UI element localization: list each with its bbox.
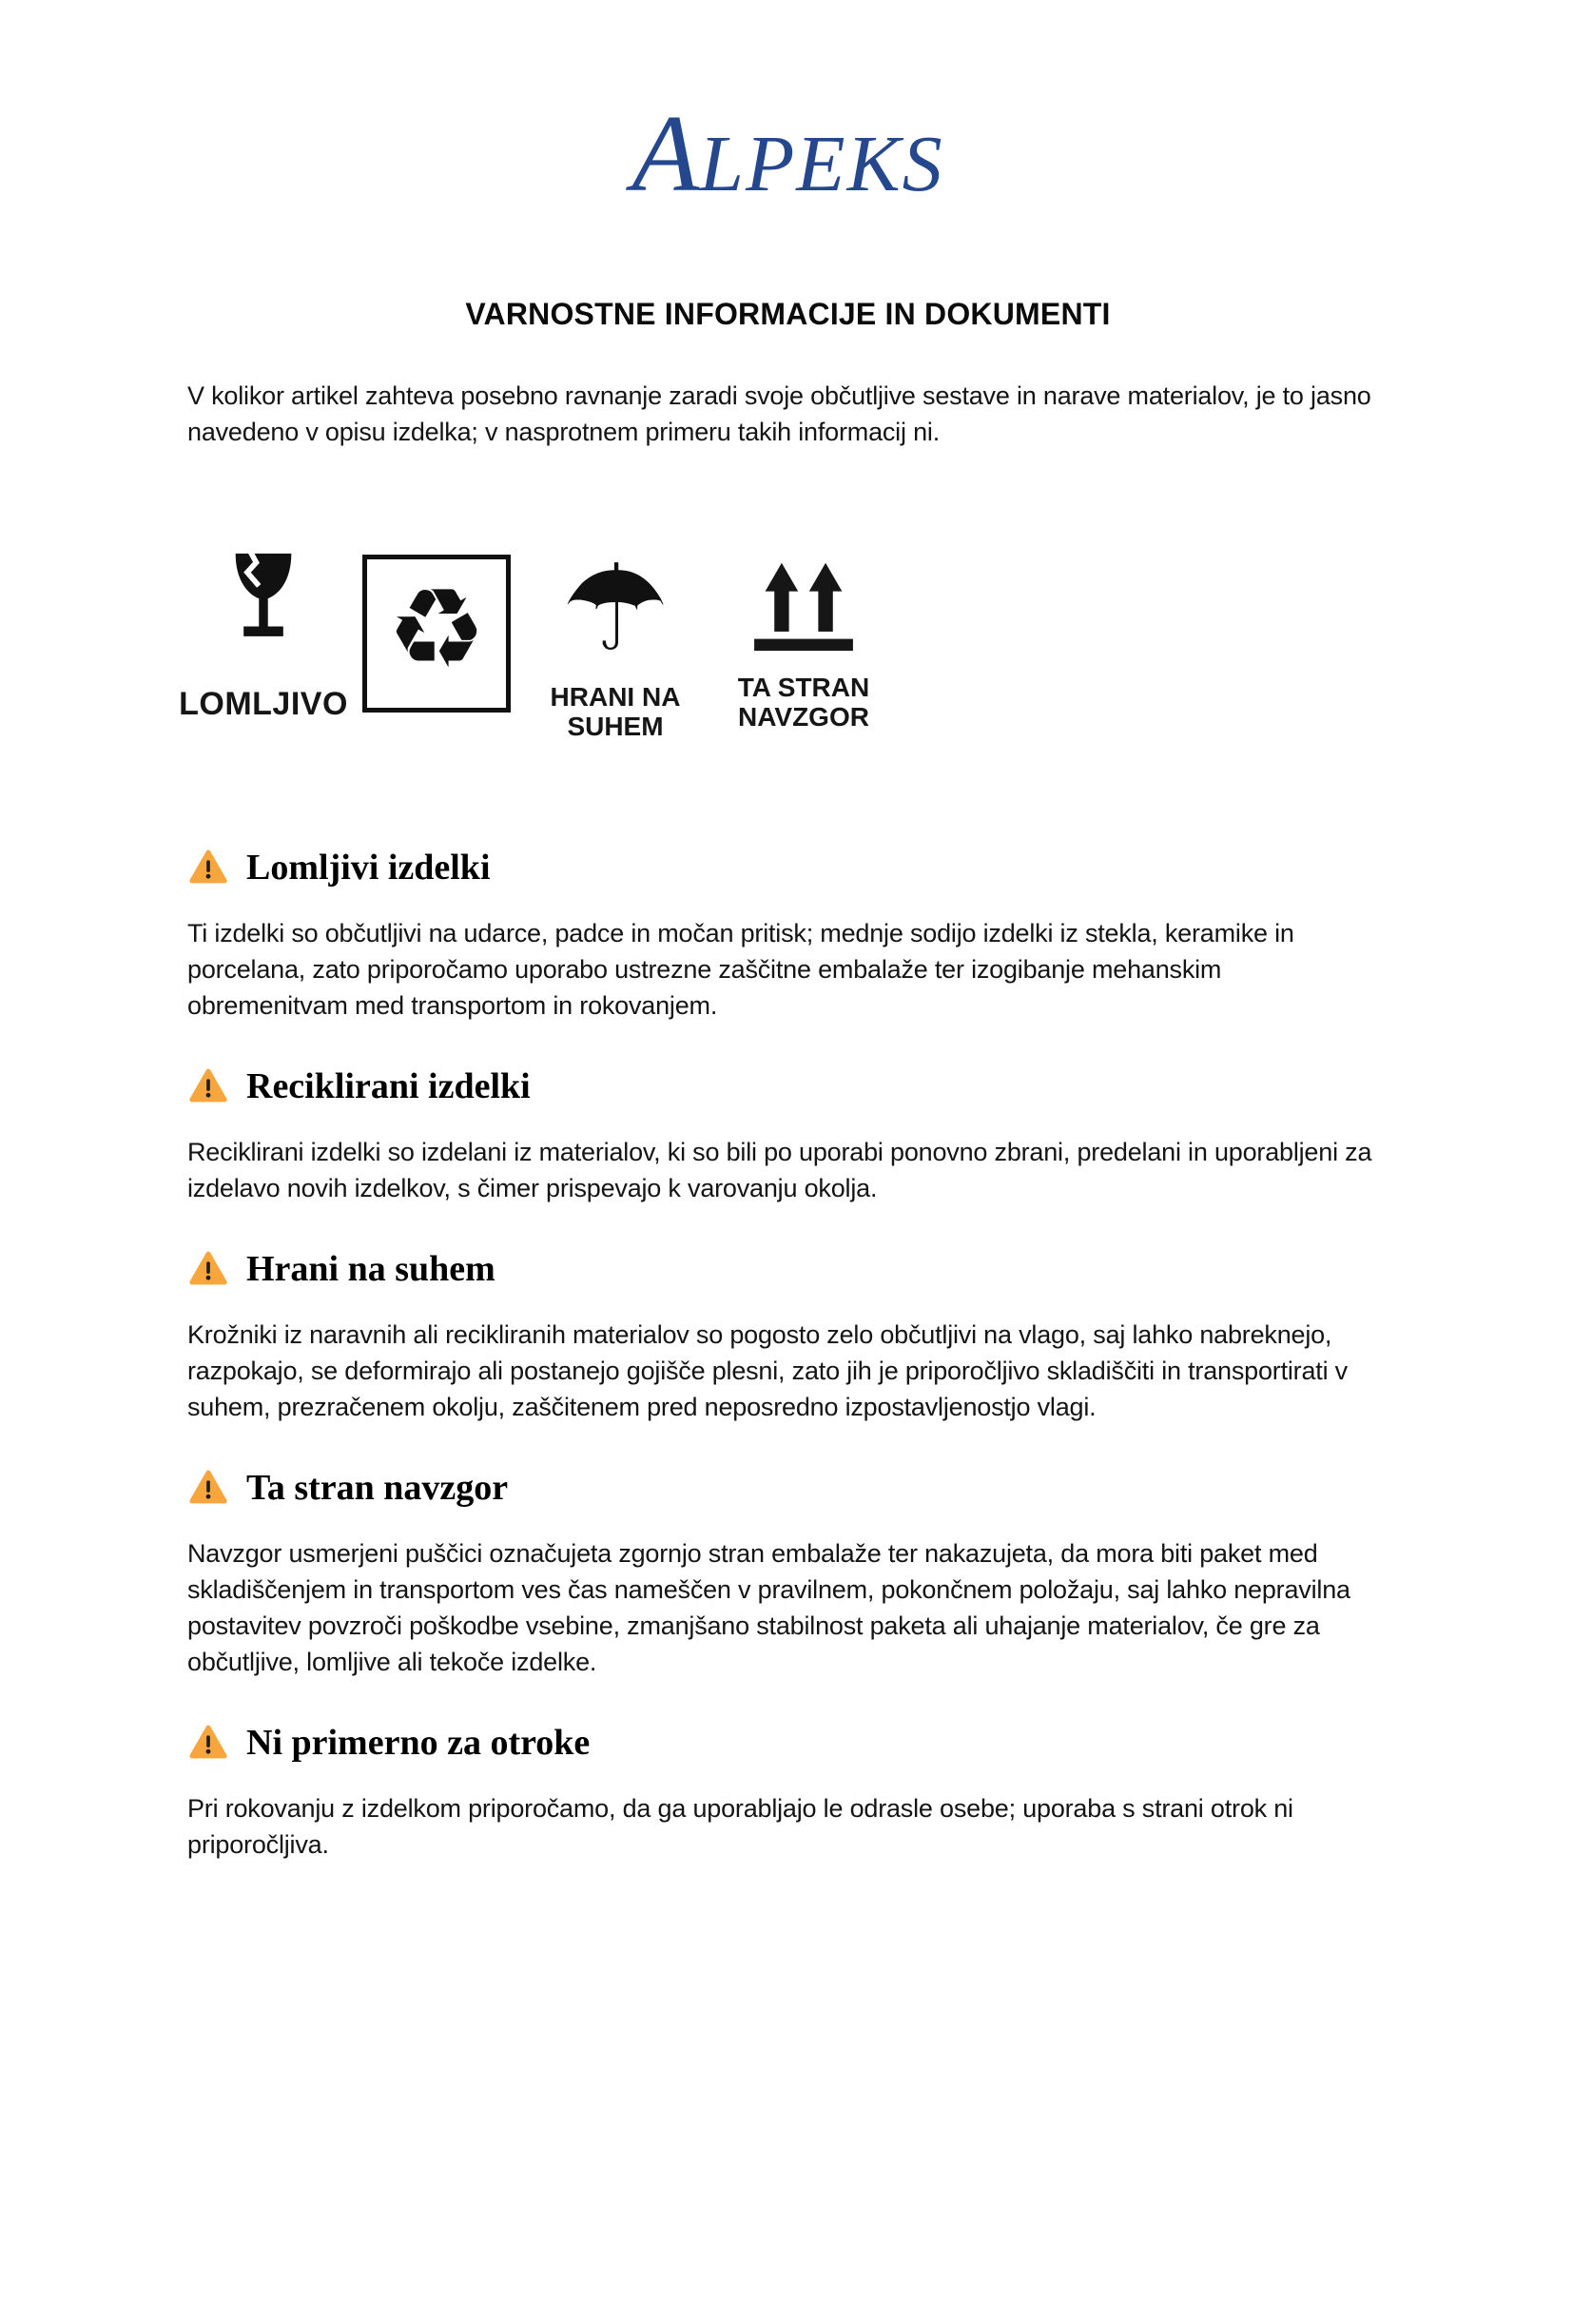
section-heading <box>187 849 1389 887</box>
section-fragile-products <box>187 849 1389 1024</box>
warning-triangle-icon <box>187 1250 229 1288</box>
section-not-for-children <box>187 1724 1389 1863</box>
section-keep-dry <box>187 1250 1389 1425</box>
section-body: Navzgor usmerjeni puščici označujeta zgornjo stran embalaže ter nakazujeta, da mora biti paket med skladiščenjem in transportom ves čas nameščen v pravilnem, pokončnem položaju, saj lahko nepravilna postavitev povzroči poškodbe vsebine, zmanjšano stabilnost paketa ali uhajanje materialov, če gre za občutljive, lomljive ali tekoče izdelke. <box>187 1538 1350 1676</box>
this-side-up-symbol <box>720 549 887 732</box>
umbrella-keep-dry-icon: ☂ <box>561 538 670 678</box>
section-heading <box>187 1724 1389 1762</box>
section-heading <box>187 1250 1389 1288</box>
fragile-symbol <box>179 549 348 722</box>
document-content <box>0 93 1573 1863</box>
section-body: Krožniki iz naravnih ali recikliranih materialov so pogosto zelo občutljivi na vlago, saj lahko nabreknejo, razpokajo, se deformirajo ali postanejo gojišče plesni, zato jih je priporočljivo skladiščiti in transportirati v suhem, prezračenem okolju, zaščitenem pred neposredno izpostavljenostjo vlagi. <box>187 1319 1348 1421</box>
section-heading-text: Ni primerno za otroke <box>246 1722 591 1763</box>
recycle-symbol <box>362 555 511 713</box>
intro-paragraph: V kolikor artikel zahteva posebno ravnanje zaradi svoje občutljive sestave in narave materialov, je to jasno navedeno v opisu izdelka; v nasprotnem primeru takih informacij ni. <box>187 381 1371 446</box>
recycle-icon: ♻ <box>387 565 486 693</box>
warning-triangle-icon <box>187 1067 229 1105</box>
keep-dry-symbol <box>534 538 697 742</box>
alpeks-logo <box>187 93 1389 215</box>
section-heading-text: Reciklirani izdelki <box>246 1065 531 1106</box>
fragile-broken-glass-icon <box>222 551 305 652</box>
section-heading <box>187 1469 1389 1507</box>
document-page <box>0 93 1573 2324</box>
section-heading-text: Hrani na suhem <box>246 1248 495 1289</box>
logo-initial: A <box>631 93 700 215</box>
section-body: Pri rokovanju z izdelkom priporočamo, da ga uporabljajo le odrasle osebe; uporaba s strani otrok ni priporočljiva. <box>187 1793 1293 1859</box>
section-recycled-products <box>187 1067 1389 1206</box>
logo-rest: LPEKS <box>699 120 944 208</box>
section-heading-text: Lomljivi izdelki <box>246 847 491 888</box>
page-title: VARNOSTNE INFORMACIJE IN DOKUMENTI <box>465 297 1111 331</box>
fragile-label: LOMLJIVO <box>179 686 348 722</box>
section-body: Ti izdelki so občutljivi na udarce, padce in močan pritisk; mednje sodijo izdelki iz stekla, keramike in porcelana, zato priporočamo uporabo ustrezne zaščitne embalaže ter izogibanje mehanskim obremenitvam med transportom in rokovanjem. <box>187 918 1294 1020</box>
warning-triangle-icon <box>187 1469 229 1507</box>
warning-triangle-icon <box>187 849 229 887</box>
section-heading <box>187 1067 1389 1105</box>
section-this-side-up <box>187 1469 1389 1680</box>
section-heading-text: Ta stran navzgor <box>246 1467 509 1508</box>
packaging-symbols-row <box>179 538 1389 742</box>
section-body: Reciklirani izdelki so izdelani iz materialov, ki so bili po uporabi ponovno zbrani, predelani in uporabljeni za izdelavo novih izdelkov, s čimer prispevajo k varovanju okolja. <box>187 1137 1372 1202</box>
this-side-up-label: TA STRAN NAVZGOR <box>737 673 870 732</box>
keep-dry-label: HRANI NA SUHEM <box>550 682 681 742</box>
this-side-up-arrows-icon <box>748 558 860 654</box>
warning-triangle-icon <box>187 1724 229 1762</box>
